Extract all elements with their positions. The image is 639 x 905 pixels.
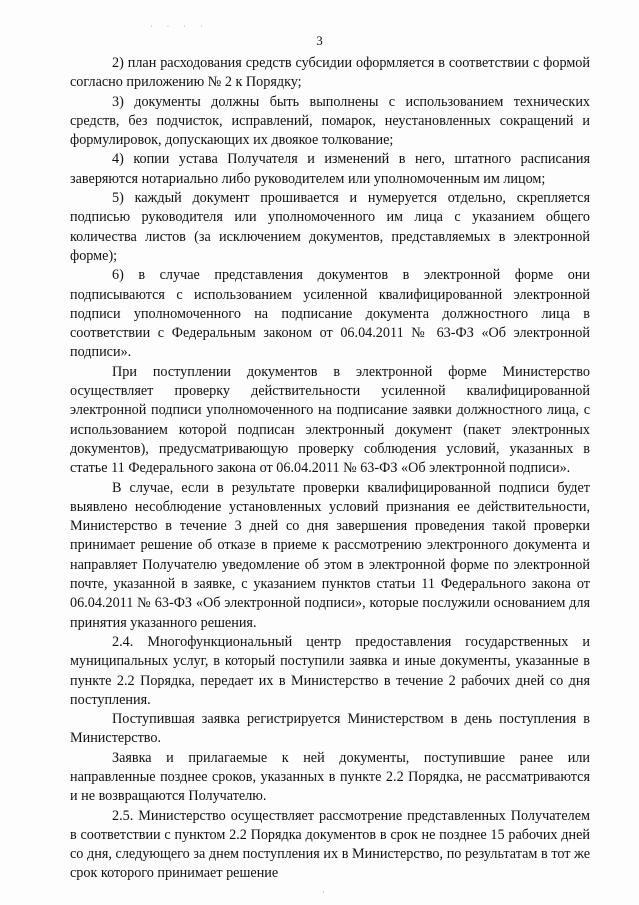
paragraph-signature-invalid: В случае, если в результате проверки квалифицированной подписи будет выявлено несоблюдение установленных условий признания ее действительности, Министерство в течение 3 дней со дня завершения проведения такой проверки принимает решение об отказе в приеме к рассмотрению электронного документа и направляет Получателю уведомление об этом в электронной форме по электронной почте, указанной в заявке, с указанием пунктов статьи 11 Федерального закона от 06.04.2011 № 63-ФЗ «Об электронной подписи», которые послужили основанием для принятия указанного решения. bbox=[70, 479, 590, 631]
paragraph-registration: Поступившая заявка регистрируется Министерством в день поступления в Министерство. bbox=[70, 711, 590, 747]
section-2-4: 2.4. Многофункциональный центр предоставления государственных и муниципальных услуг, в который поступили заявка и иные документы, указанные в пункте 2.2 Порядка, передает их в Министерство в течение 2 рабочих дней со дня поступления. bbox=[70, 633, 590, 708]
list-item-4: 4) копии устава Получателя и изменений в него, штатного расписания заверяются нотариально либо руководителем или уполномоченным им лицом; bbox=[70, 151, 590, 187]
list-item-3: 3) документы должны быть выполнены с использованием технических средств, без подчисток, исправлений, помарок, неустановленных сокращений и формулировок, допускающих их двоякое толкование; bbox=[70, 93, 590, 149]
paragraph-late-applications: Заявка и прилагаемые к ней документы, поступившие ранее или направленные позднее сроков, указанных в пункте 2.2 Порядка, не рассматриваются и не возвращаются Получателю. bbox=[70, 749, 590, 805]
document-body bbox=[70, 54, 590, 884]
list-item-5: 5) каждый документ прошивается и нумеруется отдельно, скрепляется подписью руководителя или уполномоченного им лица с указанием общего количества листов (за исключением документов, представляемых в электронной форме); bbox=[70, 190, 590, 264]
list-item-6: 6) в случае представления документов в электронной форме они подписываются с использованием усиленной квалифицированной электронной подписи уполномоченного на подписание документа должностного лица в соответствии с Федеральным законом от 06.04.2011 № 63-ФЗ «Об электронной подписи». bbox=[70, 267, 590, 361]
list-item-2: 2) план расходования средств субсидии оформляется в соответствии с формой согласно приложению № 2 к Порядку; bbox=[70, 55, 590, 91]
paragraph-signature-check: При поступлении документов в электронной форме Министерство осуществляет проверку действительности усиленной квалифицированной электронной подписи уполномоченного на подписание заявки должностного лица, с использованием которой подписан электронный документ (пакет электронных документов), предусматривающую проверку соблюдения условий, указанных в статье 11 Федерального закона от 06.04.2011 № 63-ФЗ «Об электронной подписи». bbox=[70, 363, 590, 477]
page-number: 3 bbox=[316, 33, 323, 48]
section-2-5: 2.5. Министерство осуществляет рассмотрение представленных Получателем в соответствии с пунктом 2.2 Порядка документов в срок не позднее 15 рабочих дней со дня, следующего за днем поступления их в Министерство, по результатам в тот же срок которого принимает решение bbox=[70, 807, 590, 882]
scan-artifact-bottom: · bbox=[322, 888, 325, 897]
scan-artifacts: · · · · bbox=[150, 22, 209, 31]
